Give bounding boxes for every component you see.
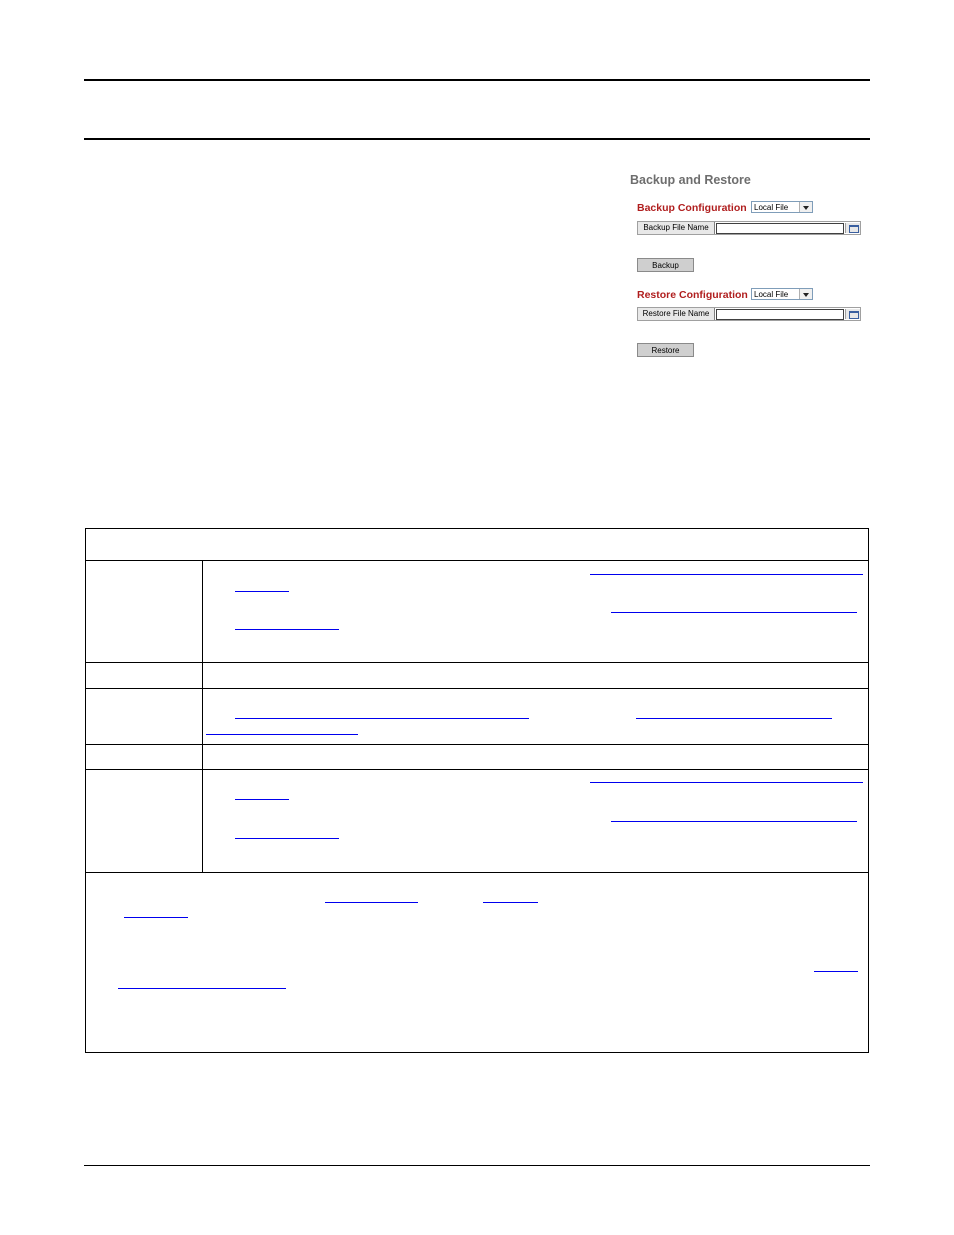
table-divider: [86, 769, 868, 770]
link[interactable]: [206, 734, 358, 735]
parameter-table: [85, 528, 869, 1053]
table-column-divider: [202, 560, 203, 872]
restore-file-name-button[interactable]: Restore File Name: [638, 308, 715, 320]
link[interactable]: [590, 782, 863, 783]
header-top-rule: [84, 79, 870, 81]
link[interactable]: [235, 718, 529, 719]
table-divider: [86, 872, 868, 873]
link[interactable]: [235, 838, 339, 839]
folder-icon[interactable]: [845, 223, 860, 233]
backup-source-select[interactable]: [751, 201, 813, 213]
link[interactable]: [636, 718, 832, 719]
backup-restore-panel: [630, 170, 870, 370]
link[interactable]: [590, 574, 863, 575]
link[interactable]: [235, 591, 289, 592]
link[interactable]: [611, 821, 857, 822]
table-divider: [86, 662, 868, 663]
link[interactable]: [611, 612, 857, 613]
table-divider: [86, 560, 868, 561]
backup-file-name-input[interactable]: [716, 223, 844, 234]
restore-configuration-label: Restore Configuration: [637, 289, 748, 301]
folder-icon[interactable]: [845, 309, 860, 319]
restore-button[interactable]: Restore: [637, 343, 694, 357]
backup-button[interactable]: Backup: [637, 258, 694, 272]
backup-file-row: [637, 221, 861, 235]
link[interactable]: [124, 917, 188, 918]
backup-file-name-button[interactable]: Backup File Name: [638, 222, 715, 234]
restore-source-value: Local File: [754, 290, 789, 299]
chevron-down-icon[interactable]: [799, 202, 812, 212]
restore-file-row: [637, 307, 861, 321]
link[interactable]: [118, 988, 286, 989]
link[interactable]: [235, 799, 289, 800]
link[interactable]: [483, 902, 538, 903]
footer-rule: [84, 1165, 870, 1166]
restore-source-select[interactable]: [751, 288, 813, 300]
link[interactable]: [325, 902, 418, 903]
chevron-down-icon[interactable]: [799, 289, 812, 299]
link[interactable]: [235, 629, 339, 630]
backup-source-value: Local File: [754, 203, 789, 212]
backup-configuration-label: Backup Configuration: [637, 202, 747, 214]
link[interactable]: [814, 971, 858, 972]
panel-title: Backup and Restore: [630, 173, 751, 187]
restore-file-name-input[interactable]: [716, 309, 844, 320]
table-divider: [86, 688, 868, 689]
header-bottom-rule: [84, 138, 870, 140]
table-divider: [86, 744, 868, 745]
